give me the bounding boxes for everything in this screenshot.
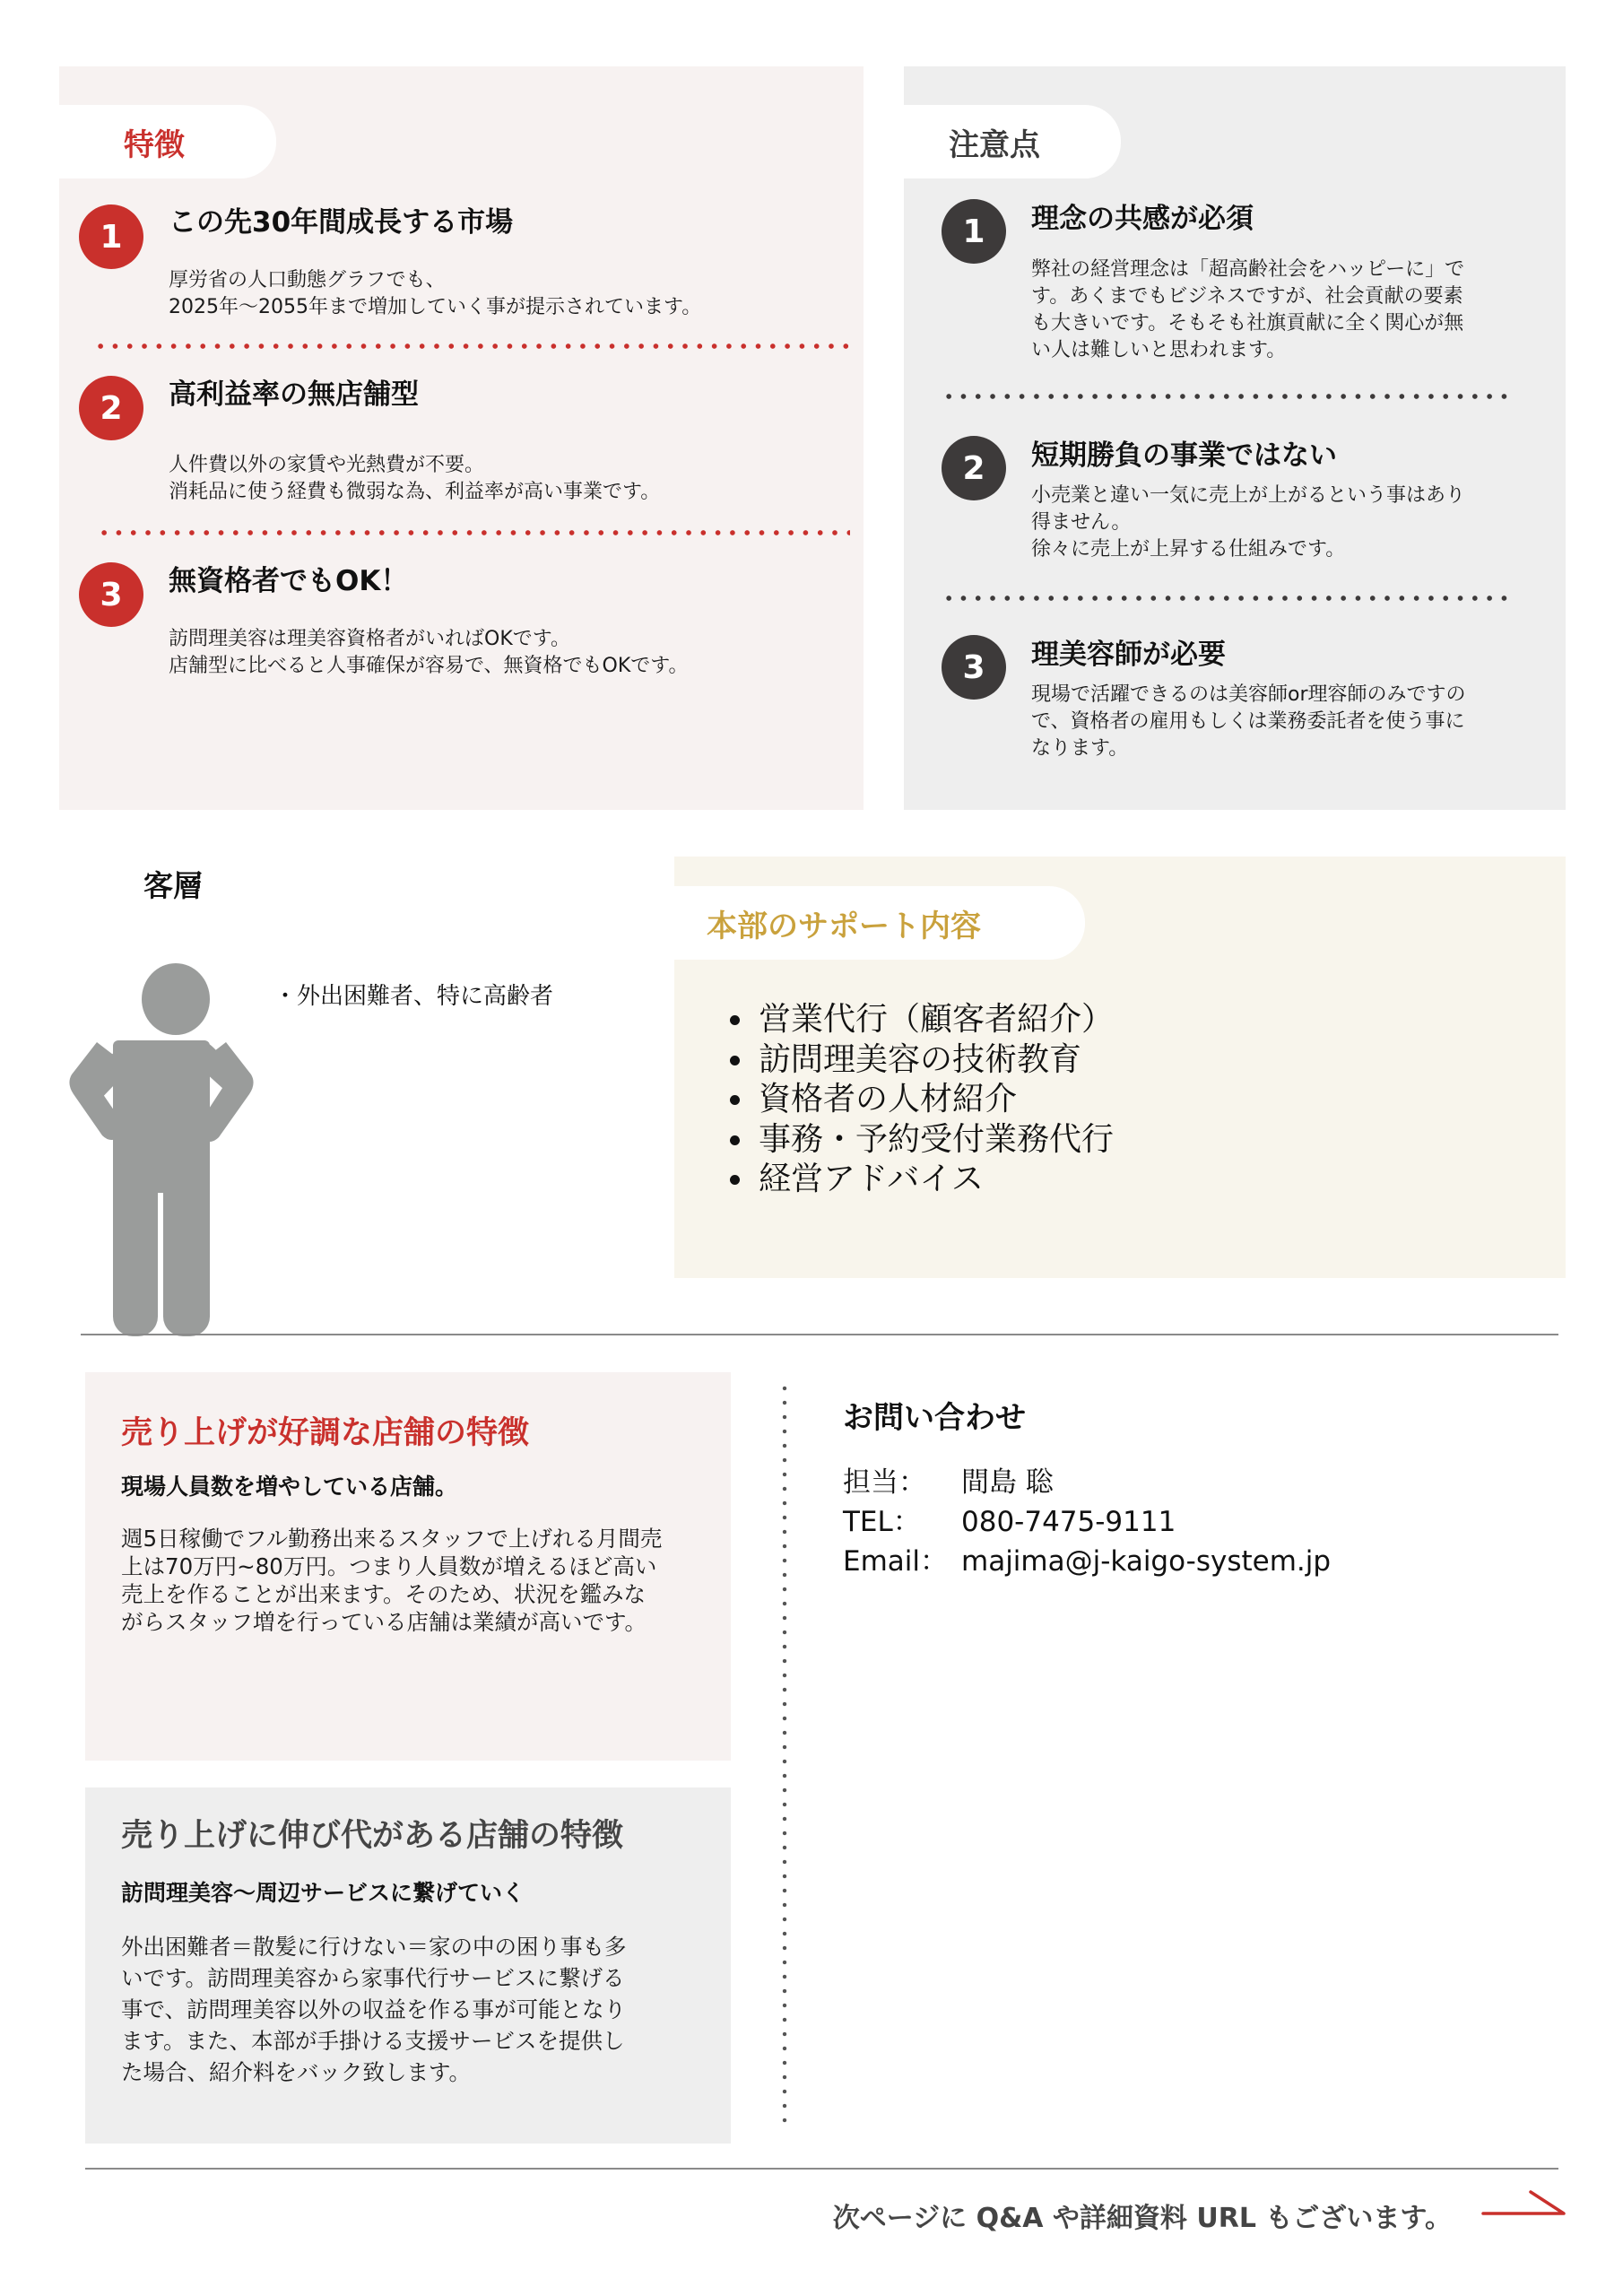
number-badge-3: 3 xyxy=(942,635,1006,700)
contact-title: お問い合わせ xyxy=(843,1400,1026,1436)
support-item: • 営業代行（顧客者紹介） xyxy=(755,1000,1114,1040)
growth-stores-box xyxy=(85,1787,731,2144)
dotted-divider xyxy=(942,596,1515,601)
growth-stores-body: 外出困難者＝散髪に行けない＝家の中の困り事も多 いです。訪問理美容から家事代行サービスに繋げる 事で、訪問理美容以外の収益を作る事が可能となり ます。また、本部が手掛ける支援サービスを提供し た場合、紹介料をバック致します。 xyxy=(121,1934,627,2085)
support-item: • 事務・予約受付業務代行 xyxy=(755,1120,1114,1161)
caution-body-2: 小売業と違い一気に売上が上がるという事はあり 得ません。 徐々に売上が上昇する仕組みです。 xyxy=(1031,484,1466,561)
number-badge-1: 1 xyxy=(79,204,143,269)
feature-title-2: 高利益率の無店舗型 xyxy=(169,378,419,411)
vertical-dotted-divider xyxy=(782,1381,787,2130)
contact-row-email xyxy=(843,1538,1331,1578)
growth-stores-title: 売り上げに伸び代がある店舗の特徴 xyxy=(121,1818,624,1854)
features-panel xyxy=(59,66,864,810)
customer-item: ・外出困難者、特に高齢者 xyxy=(273,983,554,1010)
support-item: • 経営アドバイス xyxy=(755,1160,1114,1200)
contact-label: Email： xyxy=(843,1545,949,1578)
caution-title-3: 理美容師が必要 xyxy=(1031,639,1226,671)
footer-divider xyxy=(85,2168,1558,2170)
contact-label: TEL： xyxy=(843,1506,921,1538)
contact-label: 担当： xyxy=(843,1466,926,1499)
good-stores-subtitle: 現場人員数を増やしている店舗。 xyxy=(121,1474,458,1500)
number-badge-1: 1 xyxy=(942,199,1006,264)
cautions-panel xyxy=(904,66,1566,810)
caution-title-2: 短期勝負の事業ではない xyxy=(1031,439,1337,472)
contact-row-tel xyxy=(843,1499,1176,1539)
good-stores-title: 売り上げが好調な店舗の特徴 xyxy=(121,1415,530,1451)
footer-note: 次ページに Q&A や詳細資料 URL もございます。 xyxy=(832,2203,1452,2234)
support-item: • 訪問理美容の技術教育 xyxy=(755,1040,1114,1081)
customer-title: 客層 xyxy=(143,868,203,903)
features-tab-label: 特徴 xyxy=(59,105,276,178)
caution-body-3: 現場で活躍できるのは美容師or理容師のみですの で、資格者の雇用もしくは業務委託者を使う事に なります。 xyxy=(1031,683,1466,760)
person-figure-icon xyxy=(68,963,255,1336)
number-badge-2: 2 xyxy=(942,436,1006,500)
contact-person: 間島 聡 xyxy=(961,1466,1054,1499)
support-item: • 資格者の人材紹介 xyxy=(755,1080,1114,1120)
contact-row-person xyxy=(843,1459,1054,1500)
feature-body-2: 人件費以外の家賃や光熱費が不要。 消耗品に使う経費も微弱な為、利益率が高い事業です。 xyxy=(169,454,661,503)
feature-body-3: 訪問理美容は理美容資格者がいればOKです。 店舗型に比べると人事確保が容易で、無資格でもOKです。 xyxy=(169,628,689,677)
arrow-right-icon[interactable] xyxy=(1481,2188,1567,2219)
good-stores-box xyxy=(85,1372,731,1761)
feature-title-3: 無資格者でもOK！ xyxy=(169,565,409,597)
caution-body-1: 弊社の経営理念は「超高齢社会をハッピーに」で す。あくまでもビジネスですが、社会貢献の要素 も大きいです。そもそも社旗貢献に全く関心が無 い人は難しいと思われます。 xyxy=(1031,258,1465,361)
feature-title-1: この先30年間成長する市場 xyxy=(169,206,514,239)
growth-stores-subtitle: 訪問理美容～周辺サービスに繋げていく xyxy=(121,1880,525,1906)
dotted-divider xyxy=(97,530,850,535)
good-stores-body: 週5日稼働でフル勤務出来るスタッフで上げれる月間売 上は70万円~80万円。つまり人員数が増えるほど高い 売上を作ることが出来ます。そのため、状況を鑑みな がらスタッフ増を行っている店舗は業績が高いです。 xyxy=(121,1526,663,1635)
contact-phone[interactable]: 080-7475-9111 xyxy=(961,1506,1176,1538)
cautions-tab-label: 注意点 xyxy=(904,105,1121,178)
support-list xyxy=(710,1000,1114,1200)
number-badge-3: 3 xyxy=(79,562,143,627)
support-tab-label: 本部のサポート内容 xyxy=(674,886,1085,960)
dotted-divider xyxy=(942,394,1515,399)
contact-email-link[interactable]: majima@j-kaigo-system.jp xyxy=(961,1545,1332,1578)
feature-body-1: 厚労省の人口動態グラフでも、 2025年～2055年まで増加していく事が提示されています。 xyxy=(169,269,702,318)
section-divider xyxy=(81,1334,1558,1335)
number-badge-2: 2 xyxy=(79,376,143,440)
dotted-divider xyxy=(93,344,855,349)
caution-title-1: 理念の共感が必須 xyxy=(1031,203,1254,235)
support-panel xyxy=(674,857,1566,1278)
